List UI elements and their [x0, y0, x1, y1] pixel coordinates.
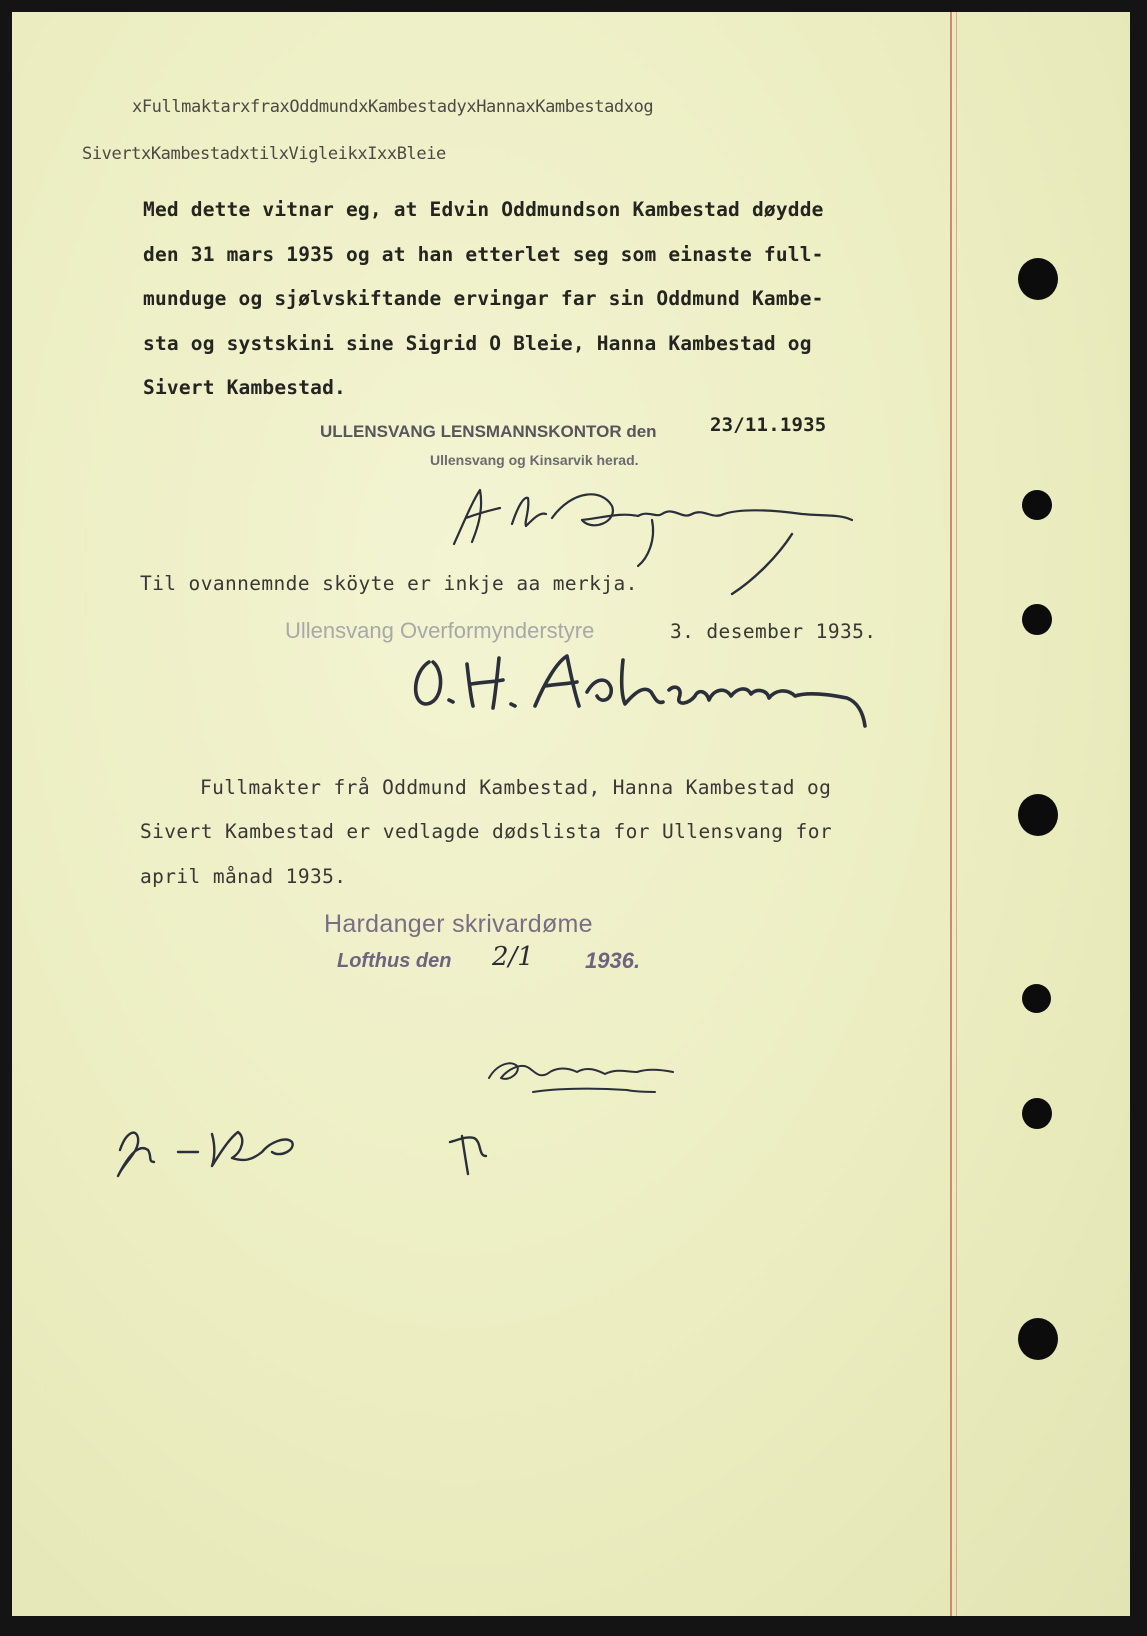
punch-hole	[1022, 1098, 1052, 1129]
certificate-line: munduge og sjølvskiftande ervingar far sin Oddmund Kambe-	[143, 287, 824, 310]
skrivar-stamp-day: 2/1	[492, 942, 534, 972]
punch-hole	[1022, 604, 1052, 635]
skrivar-stamp-year: 1936.	[585, 948, 641, 973]
skrivar-signature	[477, 1042, 717, 1102]
punch-hole	[1018, 794, 1058, 836]
punch-hole	[1022, 984, 1051, 1013]
punch-hole	[1022, 490, 1052, 520]
note-line: Fullmakter frå Oddmund Kambestad, Hanna Kambestad og	[200, 776, 832, 799]
certificate-line: Sivert Kambestad.	[143, 376, 346, 399]
margin-rule-secondary	[956, 12, 957, 1616]
skrivar-stamp-office: Hardanger skrivardøme	[324, 910, 593, 938]
skrivar-stamp-place: Lofthus den	[337, 950, 452, 972]
margin-rule	[950, 12, 952, 1616]
note-line: april månad 1935.	[140, 865, 347, 888]
certificate-line: sta og systskini sine Sigrid O Bleie, Hanna Kambestad og	[143, 332, 812, 355]
overformynderi-stamp: Ullensvang Overformynderstyre	[285, 618, 595, 643]
note-line: Sivert Kambestad er vedlagde dødslista for Ullensvang for	[140, 820, 832, 843]
certificate-line: den 31 mars 1935 og at han etterlet seg som einaste full-	[143, 243, 824, 266]
overformynderi-date: 3. desember 1935.	[670, 620, 877, 643]
certificate-line: Med dette vitnar eg, at Edvin Oddmundson Kambestad døydde	[143, 198, 824, 221]
punch-hole	[1018, 258, 1058, 300]
handwritten-initials	[102, 1112, 502, 1182]
lensmann-stamp-date: 23/11.1935	[710, 414, 827, 436]
remark-line: Til ovannemnde sköyte er inkje aa merkja.	[140, 572, 638, 595]
struck-header-line: xFullmaktarxfraxOddmundxKambestadyxHannaxKambestadxog	[132, 97, 654, 117]
struck-header-line: SivertxKambestadxtilxVigleikxIxxBleie	[82, 144, 446, 164]
lensmann-stamp-office: ULLENSVANG LENSMANNSKONTOR den	[320, 422, 657, 441]
document-page	[12, 12, 1130, 1616]
overformynderi-signature	[407, 642, 887, 742]
lensmann-stamp-subline: Ullensvang og Kinsarvik herad.	[430, 452, 639, 468]
punch-hole	[1018, 1318, 1058, 1360]
